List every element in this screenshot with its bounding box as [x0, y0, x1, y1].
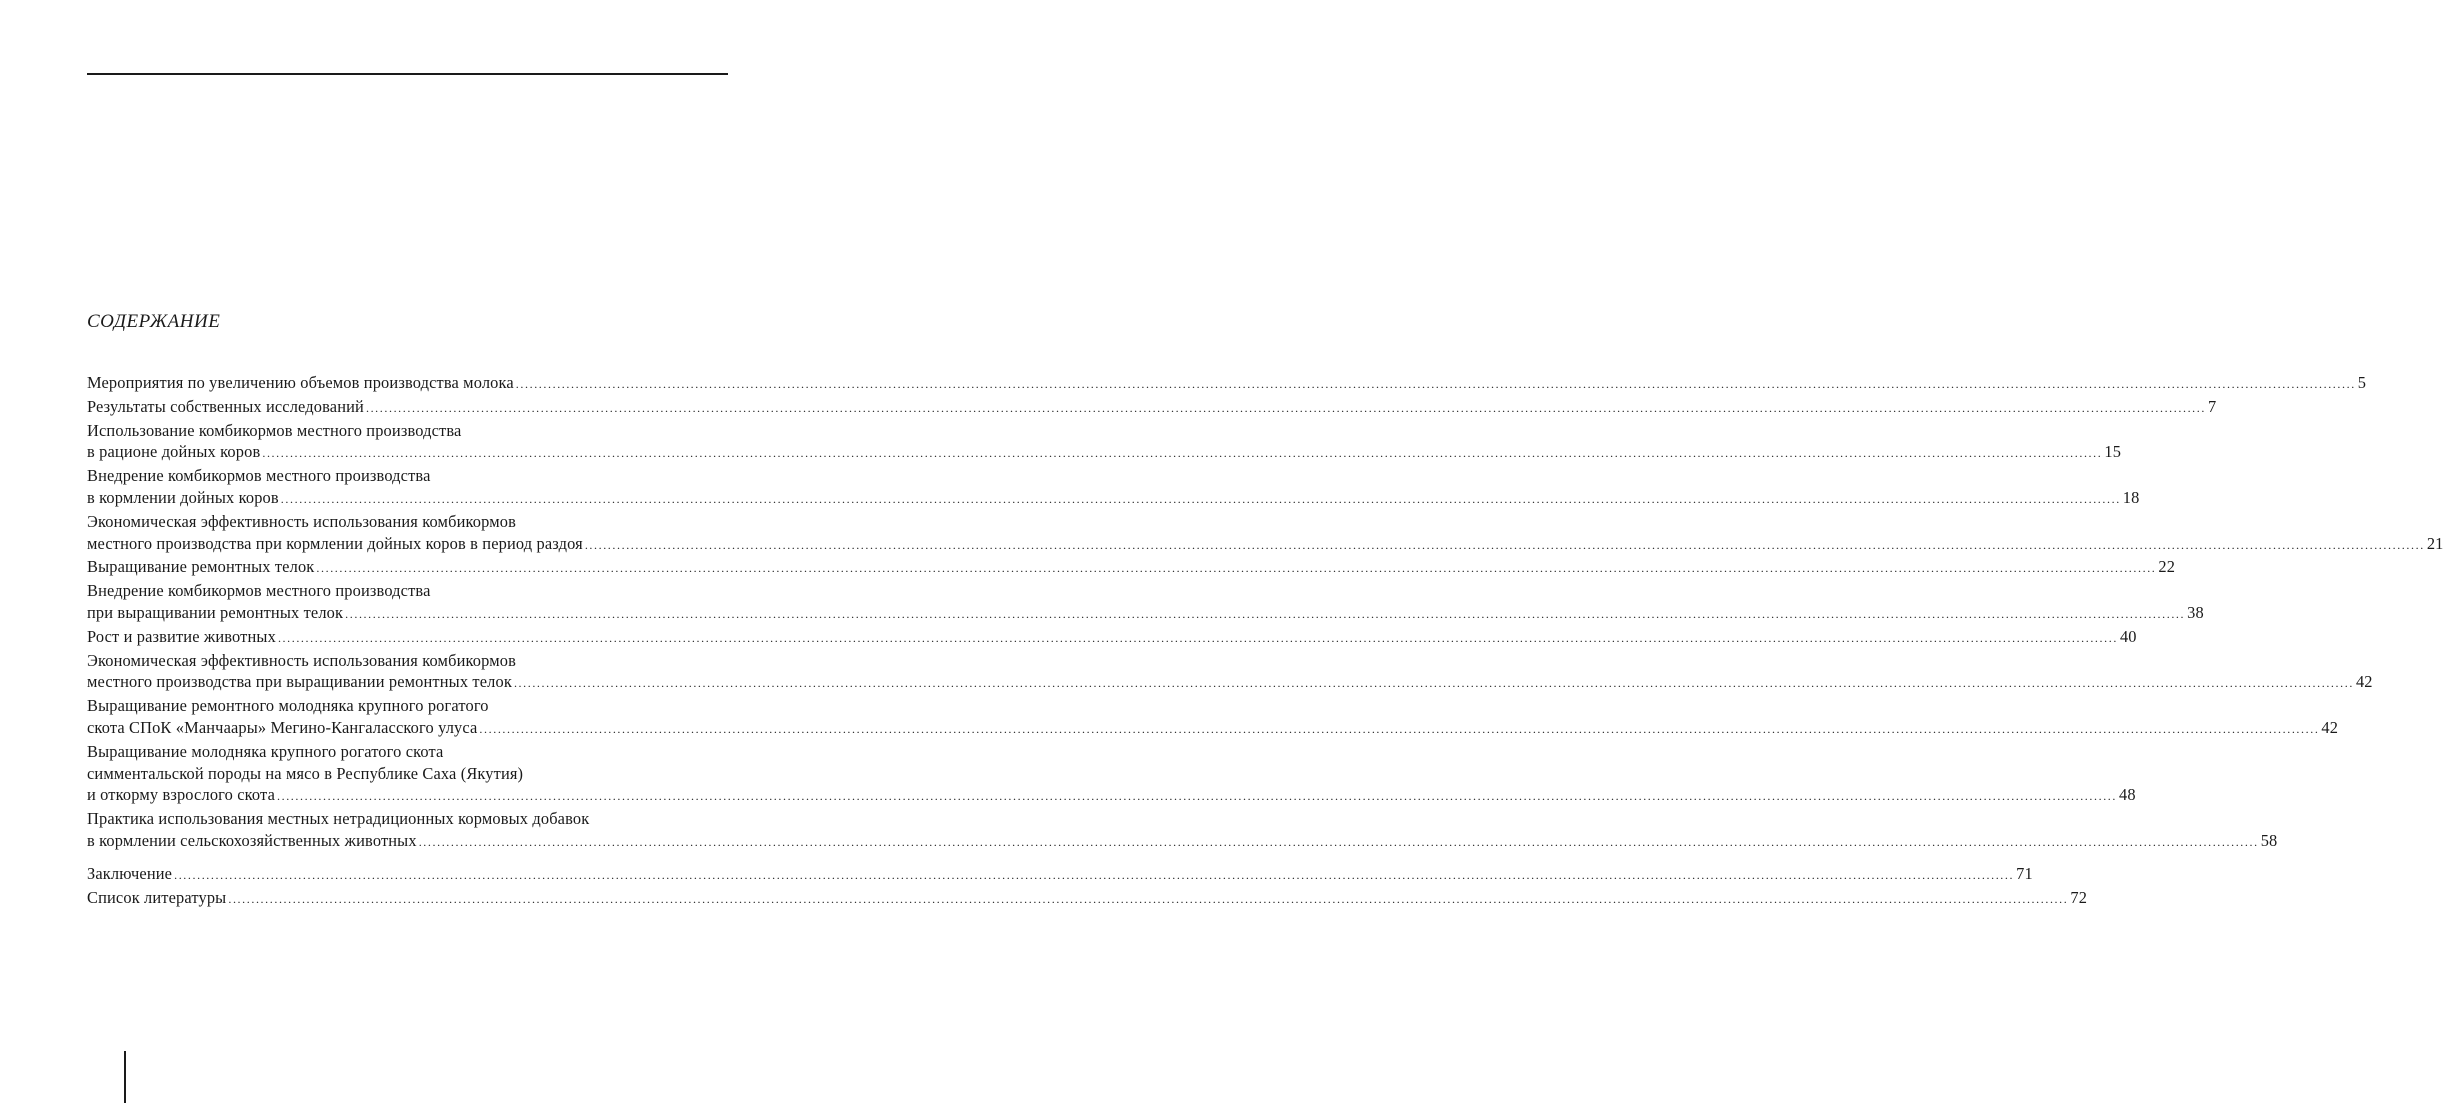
toc-entry-last-line	[87, 784, 2136, 808]
toc-entry-line: Экономическая эффективность использования комбикормов	[87, 650, 516, 670]
dot-leader: ................................................................................................................................................................................................................................................................................................................................................................................................................	[515, 377, 2356, 391]
toc-entry	[87, 396, 2217, 420]
dot-leader: ................................................................................................................................................................................................................................................................................................................................................................................................................	[174, 867, 2015, 882]
toc-entry	[87, 863, 2033, 887]
toc-entry	[87, 626, 2137, 650]
table-of-contents	[87, 372, 2444, 910]
toc-entry-line: Использование комбикормов местного производства	[87, 420, 462, 440]
page-number: 22	[2158, 557, 2176, 577]
toc-entry-last-line	[87, 626, 2137, 650]
dot-leader: ................................................................................................................................................................................................................................................................................................................................................................................................................	[277, 630, 2118, 645]
toc-entry-line: Экономическая эффективность использования комбикормов	[87, 511, 516, 531]
toc-entry	[87, 465, 2140, 511]
toc-entry-last-line	[87, 487, 2140, 511]
toc-entry-line: Выращивание молодняка крупного рогатого скота	[87, 741, 444, 761]
toc-entry-last-line	[87, 556, 2176, 580]
dot-leader: ................................................................................................................................................................................................................................................................................................................................................................................................................	[280, 491, 2121, 506]
toc-entry	[87, 420, 2122, 466]
toc-entry-last-line	[87, 671, 2373, 695]
toc-entry-line: Практика использования местных нетрадиционных кормовых добавок	[87, 809, 590, 829]
toc-entry-last-line	[87, 830, 2278, 854]
toc-entry-last-line	[87, 602, 2204, 626]
toc-entry-last-line	[87, 533, 2444, 557]
dot-leader: ................................................................................................................................................................................................................................................................................................................................................................................................................	[513, 676, 2354, 691]
toc-entry-text: Мероприятия по увеличению объемов производства молока	[87, 373, 514, 392]
toc-entry-text: Результаты собственных исследований	[87, 396, 364, 416]
toc-entry-text: скота СПоК «Манчаары» Мегино-Кангаласского улуса	[87, 717, 478, 737]
toc-entry-last-line	[87, 717, 2339, 741]
toc-entry-last-line	[87, 887, 2088, 911]
dot-leader: ................................................................................................................................................................................................................................................................................................................................................................................................................	[262, 446, 2103, 461]
toc-entry-line: Внедрение комбикормов местного производства	[87, 466, 431, 486]
toc-title: СОДЕРЖАНИЕ	[87, 311, 221, 332]
toc-entry-last-line	[87, 372, 2367, 396]
toc-entry	[87, 372, 2367, 396]
dot-leader: ................................................................................................................................................................................................................................................................................................................................................................................................................	[365, 400, 2206, 415]
page-number: 21	[2426, 533, 2444, 553]
page-number: 42	[2355, 672, 2373, 692]
dot-leader: ................................................................................................................................................................................................................................................................................................................................................................................................................	[277, 789, 2117, 804]
toc-entry-last-line	[87, 396, 2217, 420]
toc-entry	[87, 887, 2088, 911]
toc-entry-text: в кормлении дойных коров	[87, 487, 279, 507]
toc-entry	[87, 695, 2339, 741]
toc-entry-text: Рост и развитие животных	[87, 626, 276, 646]
page-number: 7	[2207, 396, 2217, 416]
dot-leader: ................................................................................................................................................................................................................................................................................................................................................................................................................	[228, 891, 2069, 906]
top-rule	[87, 73, 728, 75]
toc-entry	[87, 741, 2136, 808]
toc-entry-line: симментальской породы на мясо в Республике Саха (Якутия)	[87, 763, 524, 783]
dot-leader: ................................................................................................................................................................................................................................................................................................................................................................................................................	[345, 606, 2186, 621]
page-number: 58	[2260, 830, 2278, 850]
toc-entry-text: при выращивании ремонтных телок	[87, 602, 344, 622]
toc-entry	[87, 580, 2204, 626]
toc-entry-text: в рационе дойных коров	[87, 442, 261, 462]
page-number: 18	[2122, 487, 2140, 507]
page-number: 5	[2357, 373, 2367, 392]
toc-entry-line: Внедрение комбикормов местного производства	[87, 581, 431, 601]
toc-entry-text: Список литературы	[87, 887, 227, 907]
toc-entry-text: местного производства при кормлении дойных коров в период раздоя	[87, 533, 583, 553]
toc-entry-text: Заключение	[87, 863, 173, 883]
page-number: 48	[2119, 785, 2136, 805]
page-number: 15	[2104, 442, 2122, 462]
toc-entry-text: местного производства при выращивании ремонтных телок	[87, 672, 512, 692]
toc-entry	[87, 808, 2278, 854]
toc-entry-text: в кормлении сельскохозяйственных животных	[87, 830, 417, 850]
toc-entry-line: Выращивание ремонтного молодняка крупного рогатого	[87, 696, 489, 716]
margin-rule	[124, 1051, 126, 1103]
toc-entry	[87, 556, 2176, 580]
dot-leader: ................................................................................................................................................................................................................................................................................................................................................................................................................	[418, 834, 2259, 849]
page-number: 72	[2070, 887, 2088, 907]
page-number: 71	[2016, 863, 2033, 883]
toc-entry-text: Выращивание ремонтных телок	[87, 557, 315, 577]
toc-entry-last-line	[87, 863, 2033, 887]
page-number: 42	[2321, 717, 2339, 737]
dot-leader: ................................................................................................................................................................................................................................................................................................................................................................................................................	[479, 721, 2320, 736]
toc-entry	[87, 650, 2373, 696]
dot-leader: ................................................................................................................................................................................................................................................................................................................................................................................................................	[316, 561, 2157, 576]
dot-leader: ................................................................................................................................................................................................................................................................................................................................................................................................................	[584, 537, 2425, 552]
toc-entry-last-line	[87, 441, 2122, 465]
page-number: 38	[2187, 602, 2204, 622]
page-number: 40	[2119, 626, 2137, 646]
toc-entry	[87, 511, 2444, 557]
toc-entry-text: и откорму взрослого скота	[87, 785, 275, 805]
